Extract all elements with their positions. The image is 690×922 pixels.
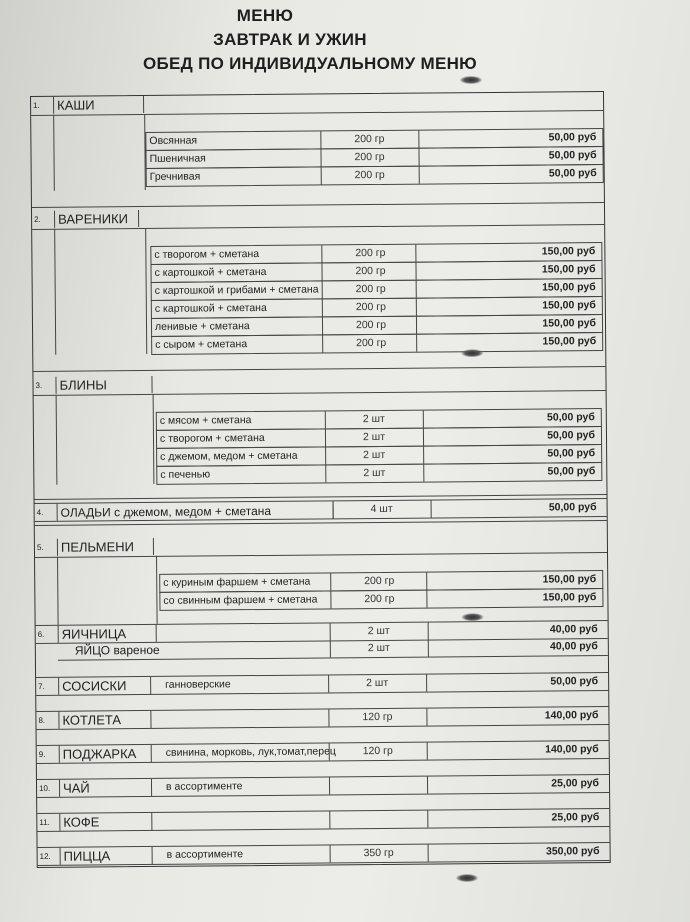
item-price: 50,00 руб [547, 465, 596, 478]
section-title: ЧАЙ [59, 779, 152, 797]
section-title: ПЕЛЬМЕНИ [57, 538, 154, 556]
item-name: Гречнивая [149, 170, 201, 183]
menu-title: МЕНЮ [236, 6, 294, 25]
item-description: свинина, морковь, лук,томат,перец [165, 745, 336, 759]
item-price: 40,00 руб [549, 623, 598, 636]
price-cell [423, 465, 424, 482]
price-cell [426, 591, 427, 608]
item-name: ЯЙЦО вареное [74, 642, 160, 658]
item-price: 150,00 руб [541, 281, 596, 294]
section-number: 1. [31, 97, 54, 114]
item-qty: 350 гр [330, 845, 427, 863]
price-cell [423, 447, 424, 464]
price-cell [426, 675, 427, 692]
item-qty: 120 гр [328, 709, 425, 727]
item-price: 50,00 руб [548, 167, 597, 180]
item-name: с картошкой + сметана [154, 265, 267, 279]
item-qty: 2 шт [325, 465, 422, 483]
item-price: 50,00 руб [547, 429, 596, 442]
item-price: 150,00 руб [542, 573, 597, 586]
item-qty: 2 шт [325, 429, 422, 447]
item-name: с творогом + сметана [159, 431, 265, 445]
section-number: 11. [37, 814, 60, 831]
section-title: ПОДЖАРКА [59, 745, 152, 763]
section-title: ПИЦЦА [60, 847, 153, 865]
section-vareniki [32, 206, 605, 373]
section-kotleta [36, 706, 608, 730]
section-bliny [33, 372, 606, 501]
item-name: с печенью [160, 468, 211, 481]
section-number: 7. [36, 678, 59, 695]
section-header [35, 534, 607, 558]
price-cell [431, 501, 432, 518]
section-header [33, 372, 605, 396]
section-number: 5. [35, 539, 58, 556]
item-qty: 200 гр [322, 281, 419, 299]
section-left-column [57, 556, 158, 625]
menu-item-row [156, 462, 602, 485]
section-oladyi [35, 498, 607, 522]
item-qty [329, 777, 426, 795]
section-podzharka [37, 740, 609, 764]
item-qty: 200 гр [330, 591, 427, 609]
section-kofe [37, 808, 609, 832]
section-number: 3. [33, 377, 56, 394]
section-title: СОСИСКИ [58, 677, 151, 695]
price-cell [427, 743, 428, 760]
item-name: Овсянная [149, 134, 198, 147]
price-cell [418, 131, 419, 148]
item-description: ганноверские [165, 678, 231, 691]
section-kashi [31, 92, 604, 209]
item-qty: 200 гр [330, 573, 427, 591]
price-cell [416, 335, 417, 352]
ink-smudge [456, 874, 478, 882]
price-cell [428, 623, 429, 640]
section-header [32, 206, 604, 230]
section-title: ОЛАДЬИ с джемом, медом + сметана [57, 501, 334, 520]
price-cell [427, 777, 428, 794]
item-description: в ассортименте [165, 780, 243, 793]
item-price: 140,00 руб [545, 743, 599, 756]
section-number: 4. [35, 504, 58, 521]
price-cell [426, 709, 427, 726]
item-name: с куриным фаршем + сметана [163, 575, 311, 589]
item-qty: 200 гр [322, 299, 419, 317]
item-qty: 200 гр [322, 335, 419, 353]
item-qty: 120 гр [329, 743, 426, 761]
item-price: 150,00 руб [542, 335, 597, 348]
item-qty: 200 гр [320, 131, 417, 149]
item-qty: 2 шт [328, 675, 425, 693]
item-qty [329, 811, 426, 829]
item-price: 25,00 руб [551, 777, 600, 790]
menu-table [30, 91, 611, 868]
item-qty: 2 шт [325, 411, 422, 429]
item-price: 150,00 руб [542, 299, 596, 312]
price-cell [423, 429, 424, 446]
item-qty: 200 гр [321, 263, 418, 281]
egg-boiled-row [58, 638, 608, 661]
price-cell [423, 411, 424, 428]
price-cell [418, 149, 419, 166]
item-price: 50,00 руб [548, 501, 597, 514]
item-name: с сыром + сметана [155, 338, 248, 351]
item-qty: 2 шт [325, 447, 422, 465]
section-number: 10. [37, 780, 60, 797]
section-title: ЯИЧНИЦА [58, 625, 157, 643]
section-title: КОФЕ [59, 813, 152, 831]
section-chai [37, 774, 609, 798]
price-cell [415, 263, 416, 280]
item-price: 150,00 руб [541, 245, 596, 258]
section-divider [33, 366, 605, 372]
item-price: 140,00 руб [544, 709, 599, 722]
item-name: с картошкой + сметана [154, 301, 267, 315]
price-cell [427, 811, 428, 828]
price-cell [419, 167, 420, 184]
item-name: с творогом + сметана [154, 248, 260, 261]
section-left-column [53, 114, 146, 191]
price-cell [426, 573, 427, 590]
item-name: с картошкой и грибами + сметана [154, 283, 319, 297]
item-qty: 200 гр [321, 167, 418, 185]
item-price: 50,00 руб [550, 675, 599, 688]
section-number: 12. [38, 848, 61, 865]
section-number: 2. [32, 211, 55, 228]
item-name: Пшеничная [149, 152, 206, 165]
section-left-column [54, 228, 147, 355]
item-price: 150,00 руб [541, 263, 596, 276]
price-cell [428, 845, 429, 862]
item-price: 150,00 руб [542, 591, 597, 604]
section-number: 8. [36, 712, 59, 729]
section-pelmeni [35, 534, 608, 625]
menu-item-row [159, 588, 603, 611]
item-price: 50,00 руб [548, 149, 597, 162]
item-name: с мясом + сметана [159, 414, 252, 427]
item-name: с джемом, медом + сметана [160, 449, 298, 463]
item-name: ленивые + сметана [154, 320, 250, 333]
section-number: 9. [37, 746, 60, 763]
item-price: 40,00 руб [549, 640, 598, 653]
item-qty: 200 гр [321, 245, 418, 263]
section-header [31, 92, 603, 116]
item-price: 150,00 руб [542, 317, 597, 330]
menu-item-row [151, 332, 603, 355]
item-qty: 200 гр [322, 317, 419, 335]
item-price: 50,00 руб [548, 131, 597, 144]
item-qty: 2 шт [330, 640, 427, 658]
price-cell [415, 245, 416, 262]
section-sosiski [36, 672, 608, 696]
section-pitsa [38, 842, 610, 866]
price-cell [416, 317, 417, 334]
item-qty: 200 гр [320, 149, 417, 167]
section-title: ВАРЕНИКИ [54, 210, 139, 228]
section-title: БЛИНЫ [55, 376, 152, 394]
item-price: 350,00 руб [545, 845, 600, 858]
item-qty: 4 шт [333, 501, 430, 519]
item-price: 50,00 руб [546, 411, 595, 424]
menu-subtitle-lunch: ОБЕД ПО ИНДИВИДУАЛЬНОМУ МЕНЮ [142, 54, 477, 73]
ink-smudge [460, 76, 482, 84]
item-price: 25,00 руб [551, 811, 600, 824]
item-name: со свинным фаршем + сметана [163, 593, 318, 607]
price-cell [416, 299, 417, 316]
menu-subtitle-breakfast-dinner: ЗАВТРАК И УЖИН [213, 30, 367, 49]
item-description: в ассортименте [166, 848, 244, 861]
section-title: КОТЛЕТА [58, 711, 151, 729]
item-price: 50,00 руб [547, 447, 596, 460]
section-left-column [56, 394, 155, 485]
item-qty: 2 шт [330, 623, 427, 641]
menu-item-row [146, 164, 604, 187]
price-cell [416, 281, 417, 298]
price-cell [428, 640, 429, 657]
section-title: КАШИ [53, 96, 144, 114]
section-number: 6. [36, 626, 59, 643]
